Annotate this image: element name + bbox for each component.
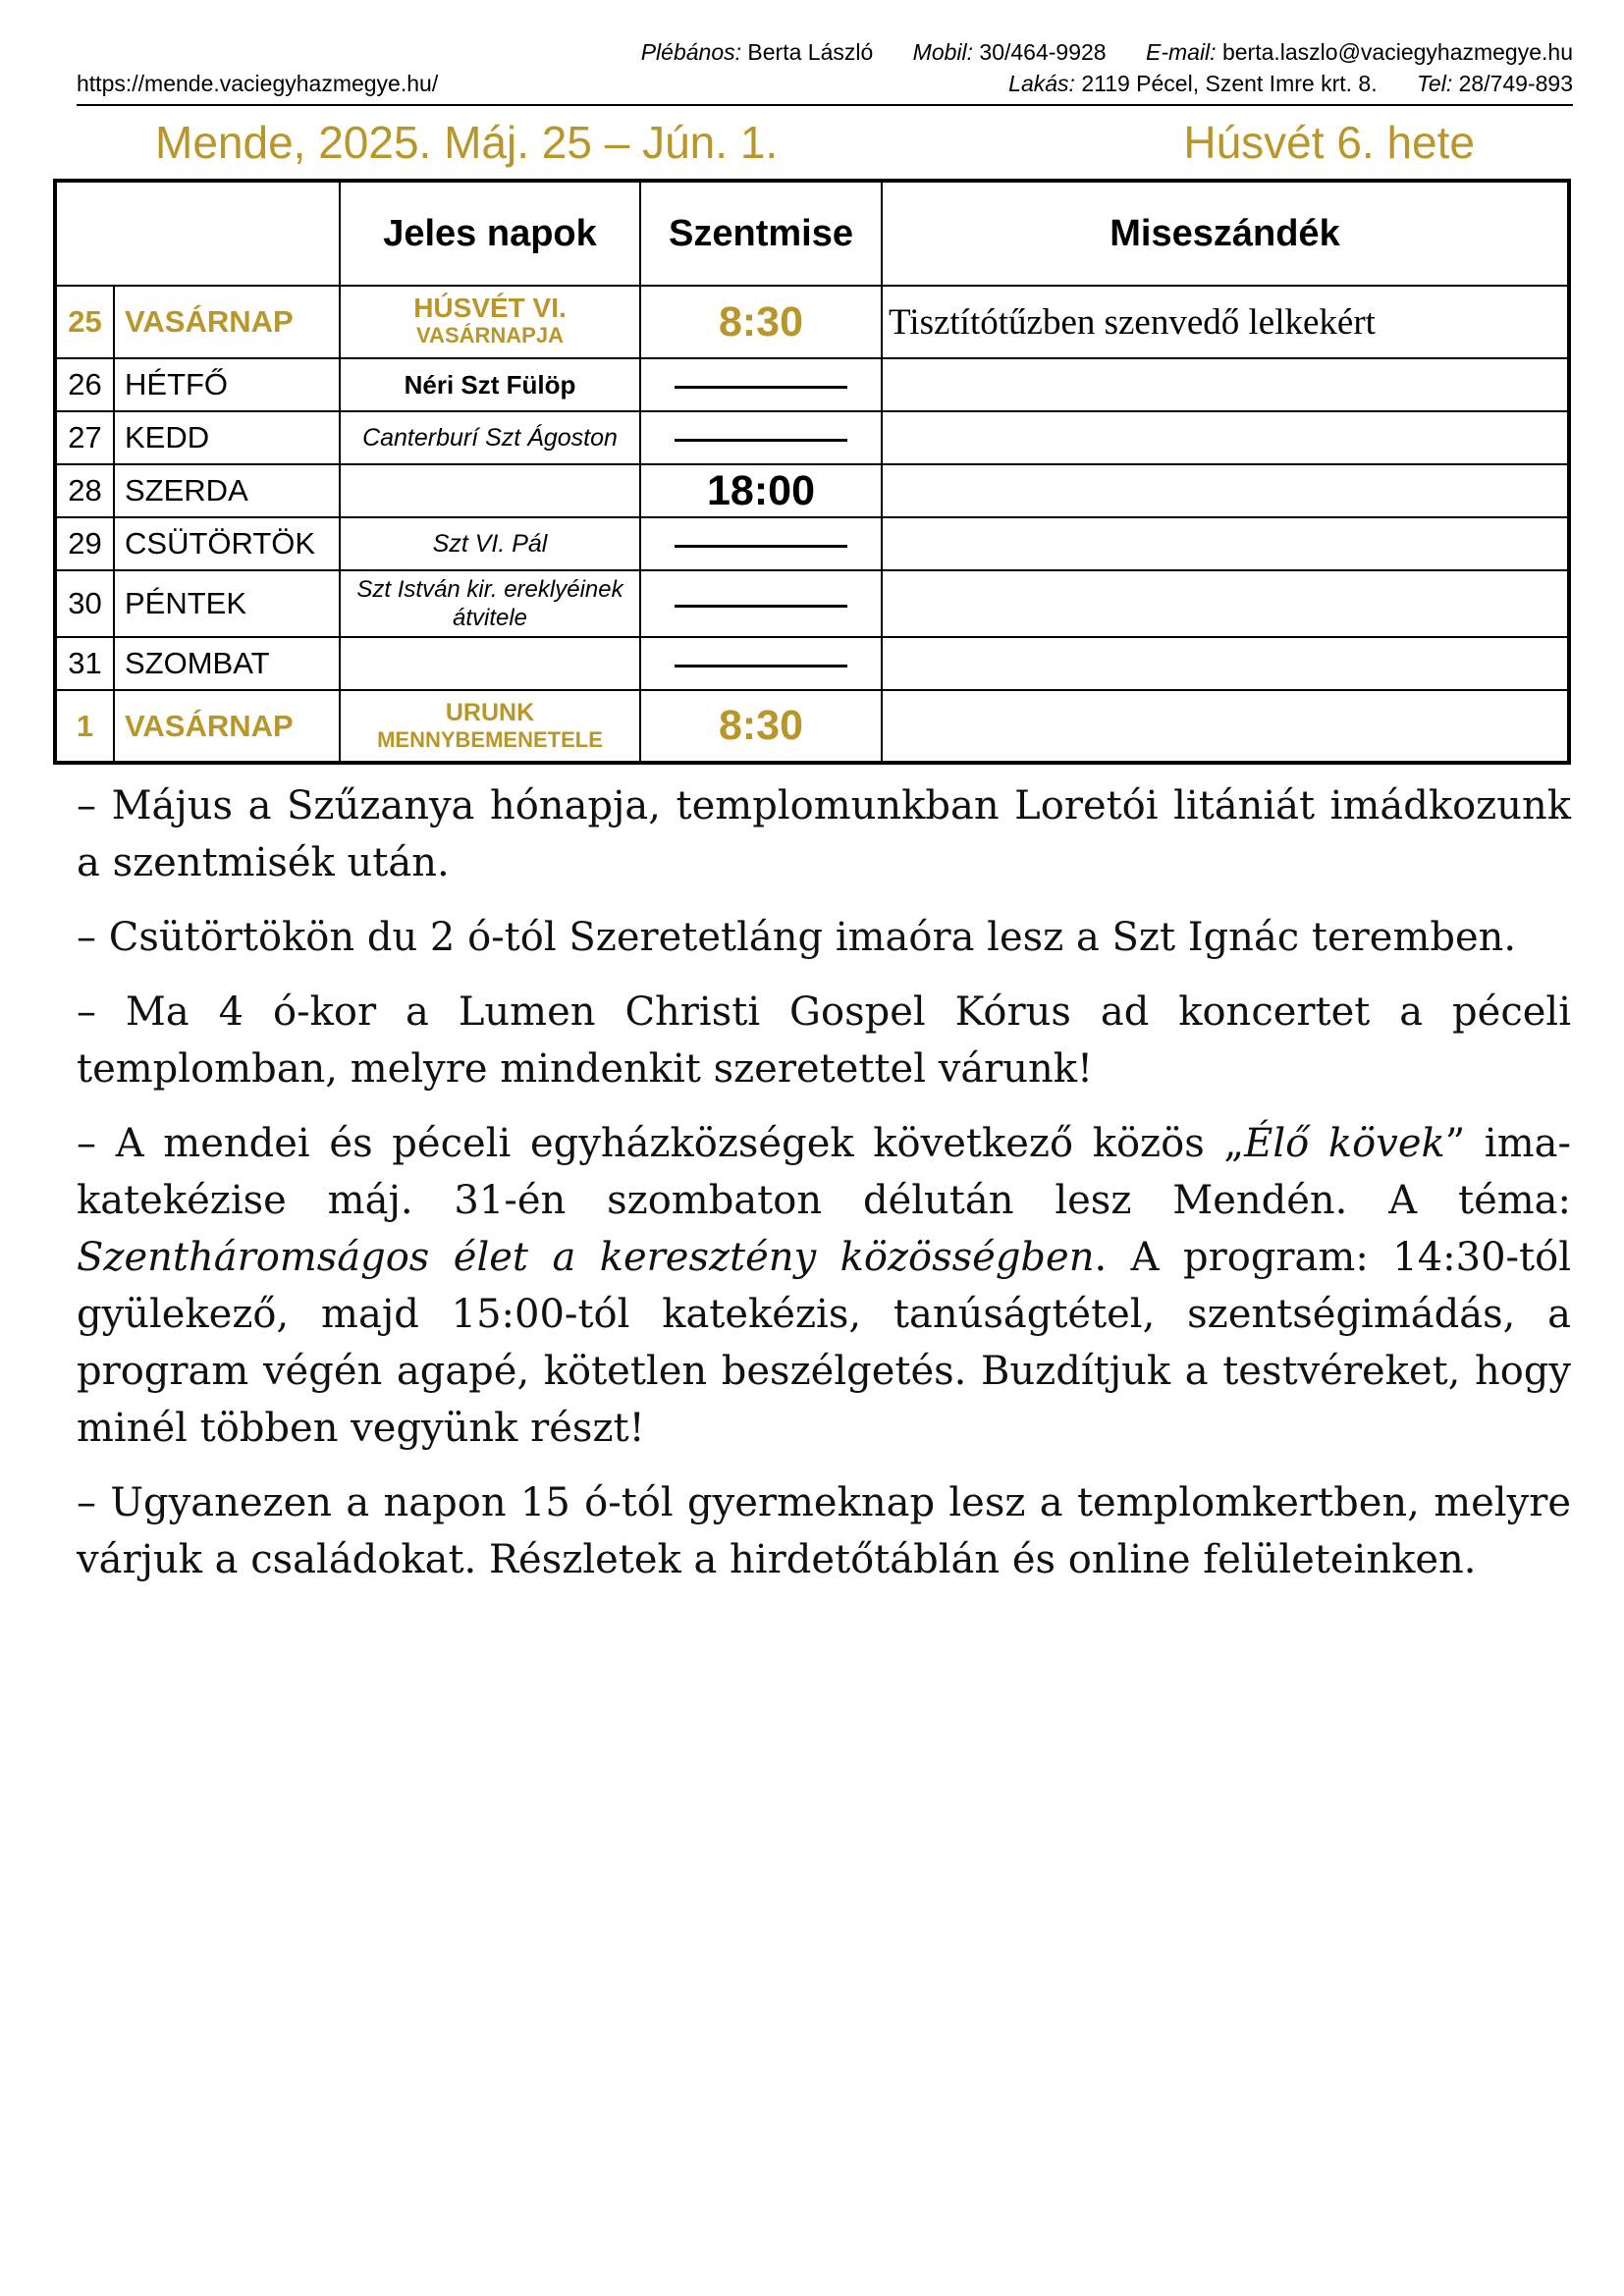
contact-line-1 [641,39,1573,66]
day-name: VASÁRNAP [114,690,340,763]
header-mass: Szentmise [640,181,882,286]
tel-number: 28/749-893 [1458,71,1573,96]
day-name: CSÜTÖRTÖK [114,517,340,570]
mass-intention [882,464,1569,517]
announcements [77,777,1571,1606]
table-row [55,358,1569,411]
day-number: 25 [55,286,114,358]
pastor-label: Plébános: [640,39,742,65]
contact-line-2 [77,71,1573,106]
mass-intention [882,690,1569,763]
day-number: 1 [55,690,114,763]
announcement-emphasis: Élő kövek [1244,1121,1445,1166]
no-mass-dash [640,570,882,637]
announcement-text: . A program: 14:30-tól gyülekező, majd 15:00-tól katekézis, tanúságtétel, szentségimádás, a program végén agapé, kötetlen beszélgetés. Buzdítjuk a testvéreket, hogy minél többen vegyünk részt! [77,1235,1571,1451]
day-number: 31 [55,637,114,690]
mobile-number: 30/464-9928 [979,39,1107,65]
feast-name [340,637,640,690]
mass-schedule-table [53,179,1571,765]
table-row [55,637,1569,690]
table-row [55,517,1569,570]
email-label: E-mail: [1146,39,1217,65]
day-name: SZOMBAT [114,637,340,690]
feast-line-2: MENNYBEMENETELE [377,726,603,752]
home-address: 2119 Pécel, Szent Imre krt. 8. [1081,71,1378,96]
no-mass-dash [640,411,882,464]
header-feasts: Jeles napok [340,181,640,286]
header-day-cell [55,181,340,286]
mass-time: 8:30 [640,690,882,763]
mass-time: 18:00 [640,464,882,517]
day-number: 26 [55,358,114,411]
feast-name: Néri Szt Fülöp [340,358,640,411]
table-row [55,286,1569,358]
no-mass-dash [640,358,882,411]
day-number: 29 [55,517,114,570]
announcement-emphasis: Szentháromságos élet a keresztény közösségben [77,1235,1095,1280]
feast-name: Canterburí Szt Ágoston [340,411,640,464]
mobile-label: Mobil: [912,39,974,65]
feast-line-2: VASÁRNAPJA [416,323,564,347]
day-number: 27 [55,411,114,464]
day-number: 28 [55,464,114,517]
table-row [55,570,1569,637]
day-name: KEDD [114,411,340,464]
day-name: SZERDA [114,464,340,517]
mass-intention: Tisztítótűzben szenvedő lelkekért [882,286,1569,358]
email-address[interactable]: berta.laszlo@vaciegyhazmegye.hu [1221,39,1573,65]
feast-name: Szt István kir. ereklyéinek átvitele [340,570,640,637]
mass-time: 8:30 [640,286,882,358]
day-name: HÉTFŐ [114,358,340,411]
mass-intention [882,411,1569,464]
table-row [55,464,1569,517]
header-intention: Miseszándék [882,181,1569,286]
no-mass-dash [640,517,882,570]
announcement-text: ” ima-katekézise máj. 31-én szombaton délután lesz Mendén. A téma: [77,1121,1571,1223]
announcement-item: – Ugyanezen a napon 15 ó-tól gyermeknap lesz a templomkertben, melyre várjuk a családokat. Részletek a hirdetőtáblán és online felületeinken. [77,1480,1571,1582]
no-mass-dash [640,637,882,690]
announcement-item: – Május a Szűzanya hónapja, templomunkban Loretói litániát imádkozunk a szentmisék után. [77,783,1571,885]
announcement-item: – Ma 4 ó-kor a Lumen Christi Gospel Kórus ad koncertet a péceli templomban, melyre mindenkit szeretettel várunk! [77,989,1571,1092]
home-label: Lakás: [1008,71,1075,96]
feast-line-1: URUNK [445,698,535,726]
table-row [55,690,1569,763]
mass-intention [882,517,1569,570]
feast-name [340,690,640,763]
pastor-name: Berta László [747,39,874,65]
table-header-row [55,181,1569,286]
mass-intention [882,570,1569,637]
feast-name: Szt VI. Pál [340,517,640,570]
liturgical-week: Húsvét 6. hete [1183,117,1475,168]
announcement-item: – Csütörtökön du 2 ó-tól Szeretetláng imaóra lesz a Szt Ignác teremben. [77,915,1517,960]
tel-label: Tel: [1416,71,1453,96]
announcement-item [77,1115,1571,1457]
feast-name [340,286,640,358]
day-name: PÉNTEK [114,570,340,637]
website-link[interactable]: https://mende.vaciegyhazmegye.hu/ [77,71,439,96]
day-number: 30 [55,570,114,637]
day-name: VASÁRNAP [114,286,340,358]
table-row [55,411,1569,464]
home-contact [1008,71,1573,97]
mass-intention [882,637,1569,690]
feast-name [340,464,640,517]
mass-intention [882,358,1569,411]
feast-line-1: HÚSVÉT VI. [413,293,567,323]
week-title: Mende, 2025. Máj. 25 – Jún. 1. [155,117,779,168]
announcement-text: – A mendei és péceli egyházközségek következő közös „ [77,1121,1245,1166]
